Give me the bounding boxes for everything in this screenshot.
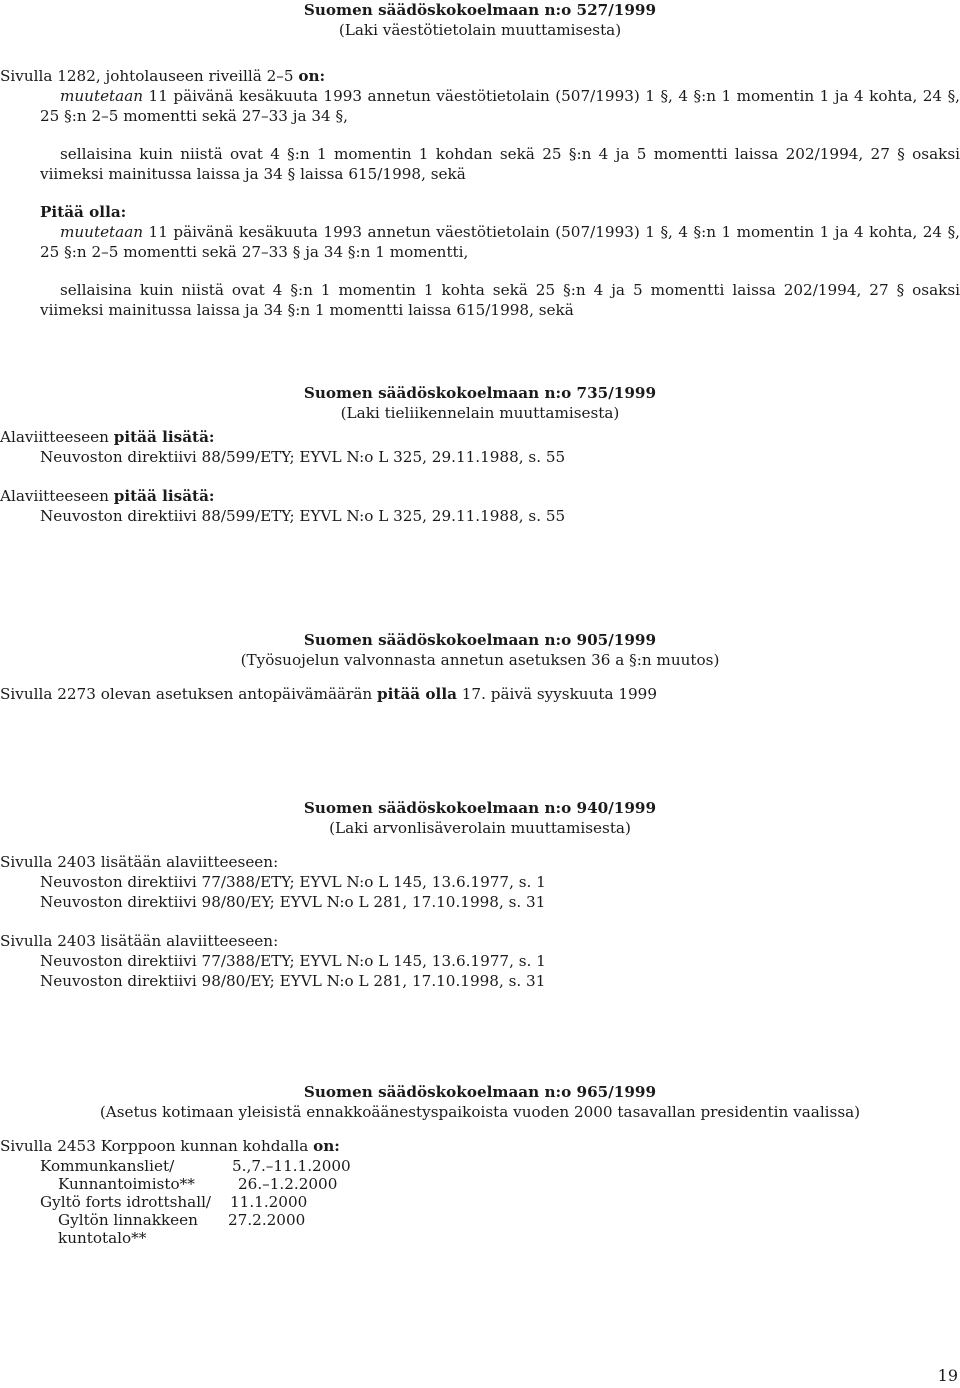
- lead-line: [0, 1136, 960, 1156]
- paragraph-text: 11 päivänä kesäkuuta 1993 annetun väestötietolain (507/1993) 1 §, 4 §:n 1 momentin 1 ja 4 kohta, 24 §, 25 §:n 2–5 momentti sekä 27–33 § ja 34 §:n 1 momentti,: [40, 223, 960, 261]
- correction-line: [0, 684, 960, 704]
- entry-lead: Alaviitteeseen: [0, 428, 109, 446]
- correction-bold: pitää olla: [377, 685, 457, 703]
- paragraph-original-1: [0, 86, 960, 126]
- table-row: [0, 1228, 960, 1246]
- section-subtitle: (Laki tieliikennelain muuttamisesta): [340, 404, 620, 422]
- section-title: Suomen säädöskokoelmaan n:o 965/1999: [303, 1083, 657, 1101]
- paragraph-italic: muutetaan: [60, 223, 144, 241]
- date-cell: 5.,7.–11.1.2000: [232, 1157, 351, 1175]
- table-row: [0, 1210, 960, 1228]
- table-row: [0, 1192, 960, 1210]
- section-527-1999: [0, 0, 960, 320]
- paragraph-corrected-2: sellaisina kuin niistä ovat 4 §:n 1 momentin 1 kohta sekä 25 §:n 4 ja 5 momentti laissa 202/1994, 27 § osaksi viimeksi mainitussa laissa ja 34 §:n 1 momentti laissa 615/1998, sekä: [40, 281, 960, 319]
- place-cell: Gyltön linnakkeen: [58, 1211, 198, 1229]
- place-cell: Kunnantoimisto**: [58, 1175, 195, 1193]
- section-subtitle: (Asetus kotimaan yleisistä ennakkoäänestyspaikoista vuoden 2000 tasavallan presidentin vaalissa): [99, 1103, 861, 1121]
- page-number: 19: [937, 1366, 958, 1385]
- group-lead: Sivulla 2403 lisätään alaviitteeseen:: [0, 853, 279, 871]
- correction-text: Sivulla 2273 olevan asetuksen antopäivämäärän: [0, 685, 373, 703]
- lead-text: Sivulla 1282, johtolauseen riveillä 2–5: [0, 67, 294, 85]
- footnote-group: [0, 852, 960, 912]
- lead-bold: on:: [298, 67, 326, 85]
- section-title: Suomen säädöskokoelmaan n:o 735/1999: [303, 384, 657, 402]
- correction-label: Pitää olla:: [40, 203, 127, 221]
- entry-text: Neuvoston direktiivi 88/599/ETY; EYVL N:o L 325, 29.11.1988, s. 55: [40, 448, 566, 466]
- paragraph-text: 11 päivänä kesäkuuta 1993 annetun väestötietolain (507/1993) 1 §, 4 §:n 1 momentin 1 ja 4 kohta, 24 §, 25 §:n 2–5 momentti sekä 27–33 ja 34 §,: [40, 87, 960, 125]
- section-title: Suomen säädöskokoelmaan n:o 527/1999: [303, 1, 657, 19]
- section-905-1999: [0, 630, 960, 704]
- section-subtitle: (Laki arvonlisäverolain muuttamisesta): [329, 819, 631, 837]
- polling-places-table: [0, 1156, 960, 1246]
- place-cell: Kommunkansliet/: [40, 1157, 175, 1175]
- footnote-group: [0, 931, 960, 991]
- paragraph-italic: muutetaan: [60, 87, 144, 105]
- group-lead: Sivulla 2403 lisätään alaviitteeseen:: [0, 932, 279, 950]
- entry-lead-bold: pitää lisätä:: [113, 487, 215, 505]
- lead-line: [0, 66, 960, 86]
- section-title: Suomen säädöskokoelmaan n:o 905/1999: [303, 631, 657, 649]
- date-cell: 27.2.2000: [228, 1211, 306, 1229]
- section-subtitle: (Laki väestötietolain muuttamisesta): [338, 21, 622, 39]
- footnote-entry: [0, 486, 960, 526]
- table-row: [0, 1174, 960, 1192]
- group-line: Neuvoston direktiivi 77/388/ETY; EYVL N:o L 145, 13.6.1977, s. 1: [40, 873, 546, 891]
- group-line: Neuvoston direktiivi 77/388/ETY; EYVL N:o L 145, 13.6.1977, s. 1: [40, 952, 546, 970]
- correction-date: 17. päivä syyskuuta 1999: [461, 685, 657, 703]
- section-940-1999: [0, 798, 960, 991]
- section-title: Suomen säädöskokoelmaan n:o 940/1999: [303, 799, 657, 817]
- entry-lead-bold: pitää lisätä:: [113, 428, 215, 446]
- date-cell: 11.1.2000: [230, 1193, 308, 1211]
- section-965-1999: [0, 1082, 960, 1246]
- footnote-entry: [0, 427, 960, 467]
- section-735-1999: [0, 383, 960, 526]
- paragraph-corrected-1: [0, 222, 960, 262]
- entry-text: Neuvoston direktiivi 88/599/ETY; EYVL N:o L 325, 29.11.1988, s. 55: [40, 507, 566, 525]
- section-subtitle: (Työsuojelun valvonnasta annetun asetuksen 36 a §:n muutos): [240, 651, 720, 669]
- table-row: [0, 1156, 960, 1174]
- paragraph-original-2: sellaisina kuin niistä ovat 4 §:n 1 momentin 1 kohdan sekä 25 §:n 4 ja 5 momentti laissa 202/1994, 27 § osaksi viimeksi mainitussa laissa ja 34 § laissa 615/1998, sekä: [40, 145, 960, 183]
- place-cell: Gyltö forts idrottshall/: [40, 1193, 212, 1211]
- entry-lead: Alaviitteeseen: [0, 487, 109, 505]
- group-line: Neuvoston direktiivi 98/80/EY; EYVL N:o L 281, 17.10.1998, s. 31: [40, 972, 546, 990]
- place-cell: kuntotalo**: [58, 1229, 147, 1247]
- date-cell: 26.–1.2.2000: [238, 1175, 338, 1193]
- lead-bold: on:: [313, 1137, 340, 1155]
- group-line: Neuvoston direktiivi 98/80/EY; EYVL N:o L 281, 17.10.1998, s. 31: [40, 893, 546, 911]
- lead-text: Sivulla 2453 Korppoon kunnan kohdalla: [0, 1137, 309, 1155]
